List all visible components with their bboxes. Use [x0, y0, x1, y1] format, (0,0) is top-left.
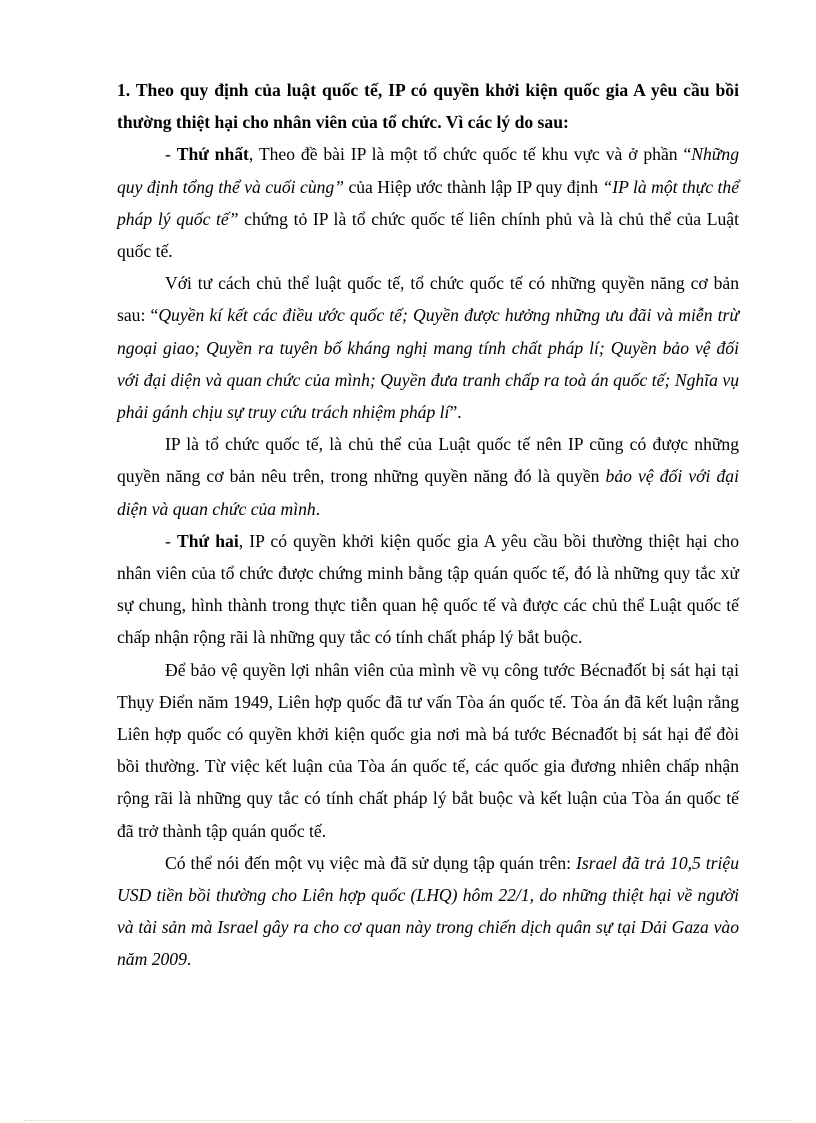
list-dash: -: [165, 144, 177, 165]
text-run: .: [315, 498, 321, 519]
italic-quote: Quyền kí kết các điều ước quốc tế; Quyền được hưởng những ưu đãi và miễn trừ ngoại giao; Quyền ra tuyên bố kháng nghị mang tính chất pháp lí; Quyền bảo vệ đối với đại diện và quan chức của mình; Quyền đưa tranh chấp ra toà án quốc tế; Nghĩa vụ phải gánh chịu sự truy cứu trách nhiệm pháp lí: [117, 305, 739, 423]
paragraph-rights-list: [117, 267, 739, 428]
text-run: Có thể nói đến một vụ việc mà đã sử dụng tập quán trên:: [165, 852, 577, 873]
first-reason-label: Thứ nhất: [176, 144, 249, 165]
text-run: .: [186, 949, 192, 970]
paragraph-first-reason: [117, 138, 739, 267]
paragraph-bernadotte-case: Để bảo vệ quyền lợi nhân viên của mình về vụ công tước Bécnađốt bị sát hại tại Thụy Điển năm 1949, Liên hợp quốc đã tư vấn Tòa án quốc tế. Tòa án đã kết luận rằng Liên hợp quốc có quyền khởi kiện quốc gia nơi mà bá tước Bécnađốt bị sát hại để đòi bồi thường. Từ việc kết luận của Tòa án quốc tế, các quốc gia đương nhiên chấp nhận rộng rãi là những quy tắc có tính chất pháp lý bắt buộc và kết luận của Tòa án quốc tế đã trở thành tập quán quốc tế.: [117, 659, 739, 841]
text-run: IP là tổ chức quốc tế, là chủ thể của Luật quốc tế nên IP cũng có được những quyền năng cơ bản nêu trên, trong những quyền năng đó là quyền: [117, 434, 739, 487]
italic-example: Israel đã trả 10,5 triệu USD tiền bồi thường cho Liên hợp quốc (LHQ) hôm 22/1, do những thiệt hại về người và tài sản mà Israel gây ra cho cơ quan này trong chiến dịch quân sự tại Dải Gaza vào năm 2009: [117, 852, 739, 970]
text-run: chứng tỏ IP là tổ chức quốc tế liên chính phủ và là chủ thể của Luật quốc tế.: [117, 208, 739, 262]
list-dash: -: [165, 530, 178, 551]
italic-phrase: bảo vệ đối với đại diện và quan chức của mình: [117, 466, 739, 519]
second-reason-label: Thứ hai: [177, 530, 239, 551]
document-body: [117, 74, 739, 976]
text-run: , Theo đề bài IP là một tổ chức quốc tế khu vực và ở phần “: [248, 144, 692, 165]
section-heading: 1. Theo quy định của luật quốc tế, IP có quyền khởi kiện quốc gia A yêu cầu bồi thường thiệt hại cho nhân viên của tổ chức. Vì các lý do sau:: [117, 80, 739, 133]
paragraph-second-reason: [117, 525, 739, 654]
page-bottom-rule: [24, 1120, 792, 1121]
italic-quote: “IP là một thực thể pháp lý quốc tế”: [117, 176, 740, 229]
paragraph-ip-rights: [117, 428, 739, 525]
text-run: của Hiệp ước thành lập IP quy định: [344, 176, 603, 197]
text-run: ”.: [449, 402, 462, 423]
paragraph-israel-example: [117, 847, 739, 976]
text-run: , IP có quyền khởi kiện quốc gia A yêu cầu bồi thường thiệt hại cho nhân viên của tổ chức được chứng minh bằng tập quán quốc tế, đó là những quy tắc xử sự chung, hình thành trong thực tiễn quan hệ quốc tế và được các chủ thể Luật quốc tế chấp nhận rộng rãi là những quy tắc có tính chất pháp lý bắt buộc.: [117, 530, 739, 648]
italic-quote: Những quy định tổng thể và cuối cùng”: [117, 144, 739, 197]
text-run: Với tư cách chủ thể luật quốc tế, tổ chức quốc tế có những quyền năng cơ bản sau: “: [117, 273, 739, 326]
